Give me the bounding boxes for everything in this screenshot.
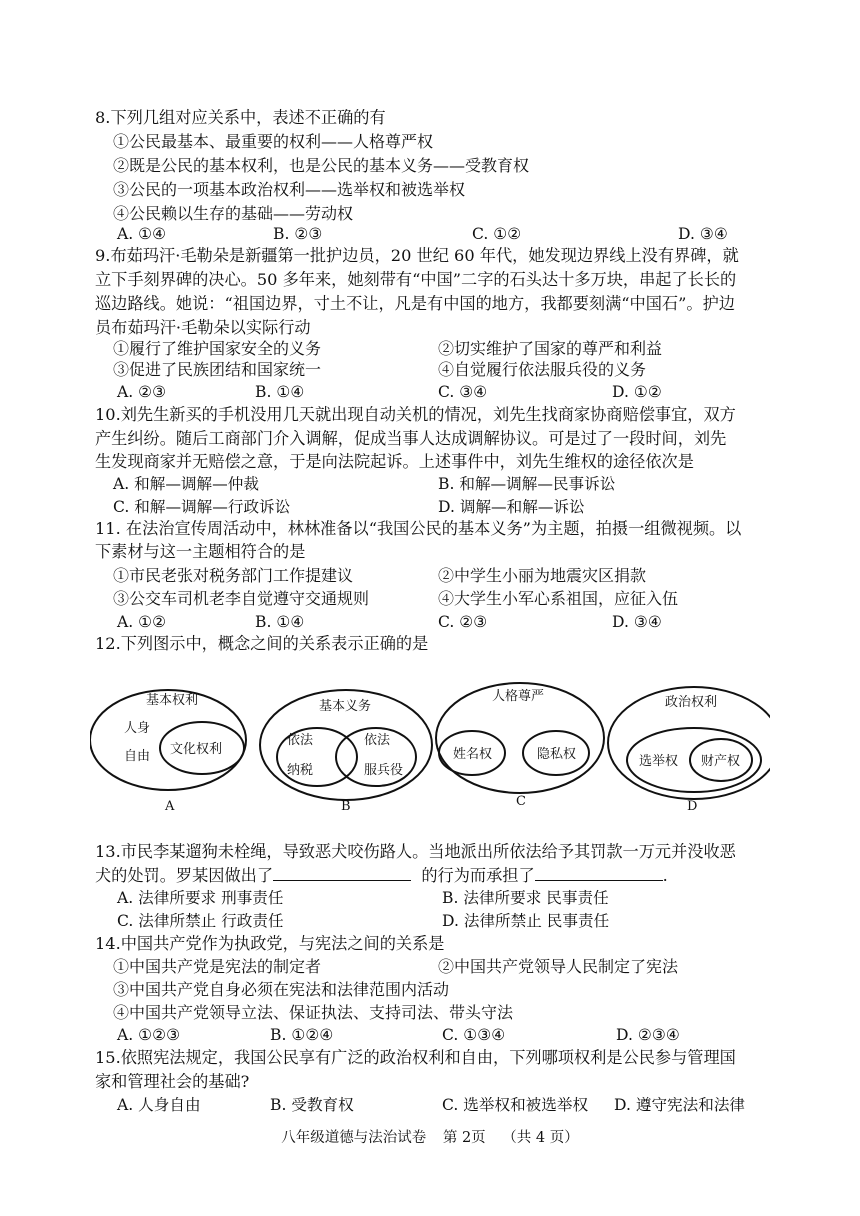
q9-item-2: ②切实维护了国家的尊严和利益: [438, 339, 663, 358]
q9-option-b: B. ①④: [255, 383, 305, 401]
q14-option-b: B. ①②④: [270, 1026, 334, 1044]
diagram-c-left: 姓名权: [453, 747, 493, 762]
diagram-a-left-bottom: 自由: [124, 749, 151, 764]
q11-item-2: ②中学生小丽为地震灾区捐款: [438, 566, 647, 585]
q8-item-3: ③公民的一项基本政治权利——选举权和被选举权: [113, 180, 466, 199]
q10-option-c: C. 和解—调解—行政诉讼: [113, 498, 291, 516]
diagram-d-left: 选举权: [639, 754, 679, 769]
diagram-a-letter: A: [165, 799, 175, 814]
q11-stem-line-1: 11. 在法治宣传周活动中，林林准备以“我国公民的基本义务”为主题，拍摄一组微视频。以: [95, 519, 742, 538]
footer-page-number: 第 2页: [442, 1130, 486, 1146]
q9-item-1: ①履行了维护国家安全的义务: [113, 339, 322, 358]
footer-exam-title: 八年级道德与法治试卷: [281, 1130, 427, 1146]
q10-stem-line-1: 10.刘先生新买的手机没用几天就出现自动关机的情况，刘先生找商家协商赔偿事宜，双方: [95, 405, 736, 424]
diagram-b-right-top: 依法: [364, 733, 391, 748]
q10-option-b: B. 和解—调解—民事诉讼: [438, 475, 616, 493]
q9-option-a: A. ②③: [117, 383, 167, 401]
q14-option-d: D. ②③④: [616, 1026, 680, 1044]
diagram-a: [90, 690, 246, 814]
q14-stem: 14.中国共产党作为执政党，与宪法之间的关系是: [95, 934, 445, 953]
q14-item-3: ③中国共产党自身必须在宪法和法律范围内活动: [113, 980, 450, 999]
q14-item-2: ②中国共产党领导人民制定了宪法: [438, 957, 679, 976]
diagram-d: [608, 687, 770, 814]
q12-concept-diagrams: [90, 660, 770, 820]
q9-item-4: ④自觉履行依法服兵役的义务: [438, 360, 647, 379]
diagram-d-inner-label: 财产权: [701, 754, 741, 769]
q11-stem-line-2: 下素材与这一主题相符合的是: [95, 542, 306, 561]
q15-option-d: D. 遵守宪法和法律: [614, 1096, 746, 1114]
q10-option-d: D. 调解—和解—诉讼: [438, 498, 585, 516]
q15-stem-line-2: 家和管理社会的基础?: [95, 1072, 250, 1091]
q9-item-3: ③促进了民族团结和国家统一: [113, 360, 322, 379]
diagram-c-right: 隐私权: [537, 747, 577, 762]
q15-option-c: C. 选举权和被选举权: [442, 1096, 589, 1114]
diagram-a-left-top: 人身: [124, 721, 151, 736]
q11-item-1: ①市民老张对税务部门工作提建议: [113, 566, 354, 585]
q14-item-4: ④中国共产党领导立法、保证执法、支持司法、带头守法: [113, 1003, 514, 1022]
q13-answer-blank-2: [535, 864, 663, 881]
q9-stem-line-3: 巡边路线。她说：“祖国边界，寸土不让，凡是有中国的地方，我都要刻满“中国石”。护边: [95, 294, 735, 313]
q14-option-c: C. ①③④: [442, 1026, 506, 1044]
q11-item-4: ④大学生小军心系祖国，应征入伍: [438, 589, 679, 608]
q11-option-d: D. ③④: [612, 613, 662, 631]
diagram-b-left-top: 依法: [287, 733, 314, 748]
diagram-a-outer-label: 基本权利: [146, 693, 199, 708]
q8-item-1: ①公民最基本、最重要的权利——人格尊严权: [113, 132, 434, 151]
diagram-b-letter: B: [341, 799, 351, 814]
diagram-b-outer-label: 基本义务: [319, 699, 372, 714]
q8-option-b: B. ②③: [273, 225, 323, 243]
q11-option-c: C. ②③: [438, 613, 488, 631]
q13-stem-end: .: [662, 866, 668, 885]
q14-item-1: ①中国共产党是宪法的制定者: [113, 957, 322, 976]
diagram-d-outer-label: 政治权利: [665, 695, 718, 710]
q11-option-b: B. ①④: [255, 613, 305, 631]
q9-stem-line-2: 立下手刻界碑的决心。50 多年来，她刻带有“中国”二字的石头达十多万块，串起了长长的: [95, 270, 737, 289]
q8-stem: 8.下列几组对应关系中，表述不正确的有: [95, 108, 386, 127]
q13-option-d: D. 法律所禁止 民事责任: [442, 912, 610, 930]
diagram-b-right-bottom: 服兵役: [364, 763, 404, 778]
diagram-c-outer-label: 人格尊严: [492, 689, 545, 704]
q10-option-a: A. 和解—调解—仲裁: [113, 475, 259, 493]
q13-option-b: B. 法律所要求 民事责任: [442, 889, 609, 907]
q13-option-c: C. 法律所禁止 行政责任: [117, 912, 284, 930]
q10-stem-line-3: 生发现商家并无赔偿之意，于是向法院起诉。上述事件中，刘先生维权的途径依次是: [95, 452, 694, 471]
q15-option-b: B. 受教育权: [270, 1096, 354, 1114]
q15-stem-line-1: 15.依照宪法规定，我国公民享有广泛的政治权利和自由，下列哪项权利是公民参与管理国: [95, 1048, 736, 1067]
q13-stem-line-1: 13.市民李某遛狗未栓绳，导致恶犬咬伤路人。当地派出所依法给予其罚款一万元并没收恶: [95, 842, 736, 861]
q12-stem: 12.下列图示中，概念之间的关系表示正确的是: [95, 634, 429, 653]
diagram-c-letter: C: [516, 794, 526, 809]
q9-option-c: C. ③④: [438, 383, 488, 401]
q13-answer-blank-1: [273, 864, 411, 881]
q13-stem-part-1: 犬的处罚。罗某因做出了: [95, 866, 274, 885]
q13-option-a: A. 法律所要求 刑事责任: [117, 889, 284, 907]
q8-item-2: ②既是公民的基本权利，也是公民的基本义务——受教育权: [113, 156, 530, 175]
q10-stem-line-2: 产生纠纷。随后工商部门介入调解，促成当事人达成调解协议。可是过了一段时间，刘先: [95, 429, 727, 448]
footer-page-total: （共 4 页）: [502, 1130, 579, 1146]
q11-item-3: ③公交车司机老李自觉遵守交通规则: [113, 589, 370, 608]
q8-option-a: A. ①④: [117, 225, 167, 243]
diagram-a-inner-label: 文化权利: [170, 742, 223, 757]
q9-option-d: D. ①②: [612, 383, 662, 401]
q15-option-a: A. 人身自由: [117, 1096, 201, 1114]
diagram-b: [260, 690, 432, 814]
diagram-c: [436, 683, 604, 809]
q8-option-c: C. ①②: [472, 225, 522, 243]
q8-option-d: D. ③④: [678, 225, 728, 243]
q9-stem-line-4: 员布茹玛汗·毛勒朵以实际行动: [95, 318, 311, 337]
q13-stem-line-2: [95, 864, 668, 887]
diagram-d-letter: D: [687, 799, 698, 814]
q9-stem-line-1: 9.布茹玛汗·毛勒朵是新疆第一批护边员，20 世纪 60 年代，她发现边界线上没有界碑，就: [95, 246, 739, 265]
q8-item-4: ④公民赖以生存的基础——劳动权: [113, 204, 354, 223]
q14-option-a: A. ①②③: [117, 1026, 181, 1044]
page-footer: [0, 1126, 860, 1147]
diagram-b-left-bottom: 纳税: [287, 763, 314, 778]
q11-option-a: A. ①②: [117, 613, 167, 631]
q13-stem-part-2: 的行为而承担了: [421, 866, 535, 885]
